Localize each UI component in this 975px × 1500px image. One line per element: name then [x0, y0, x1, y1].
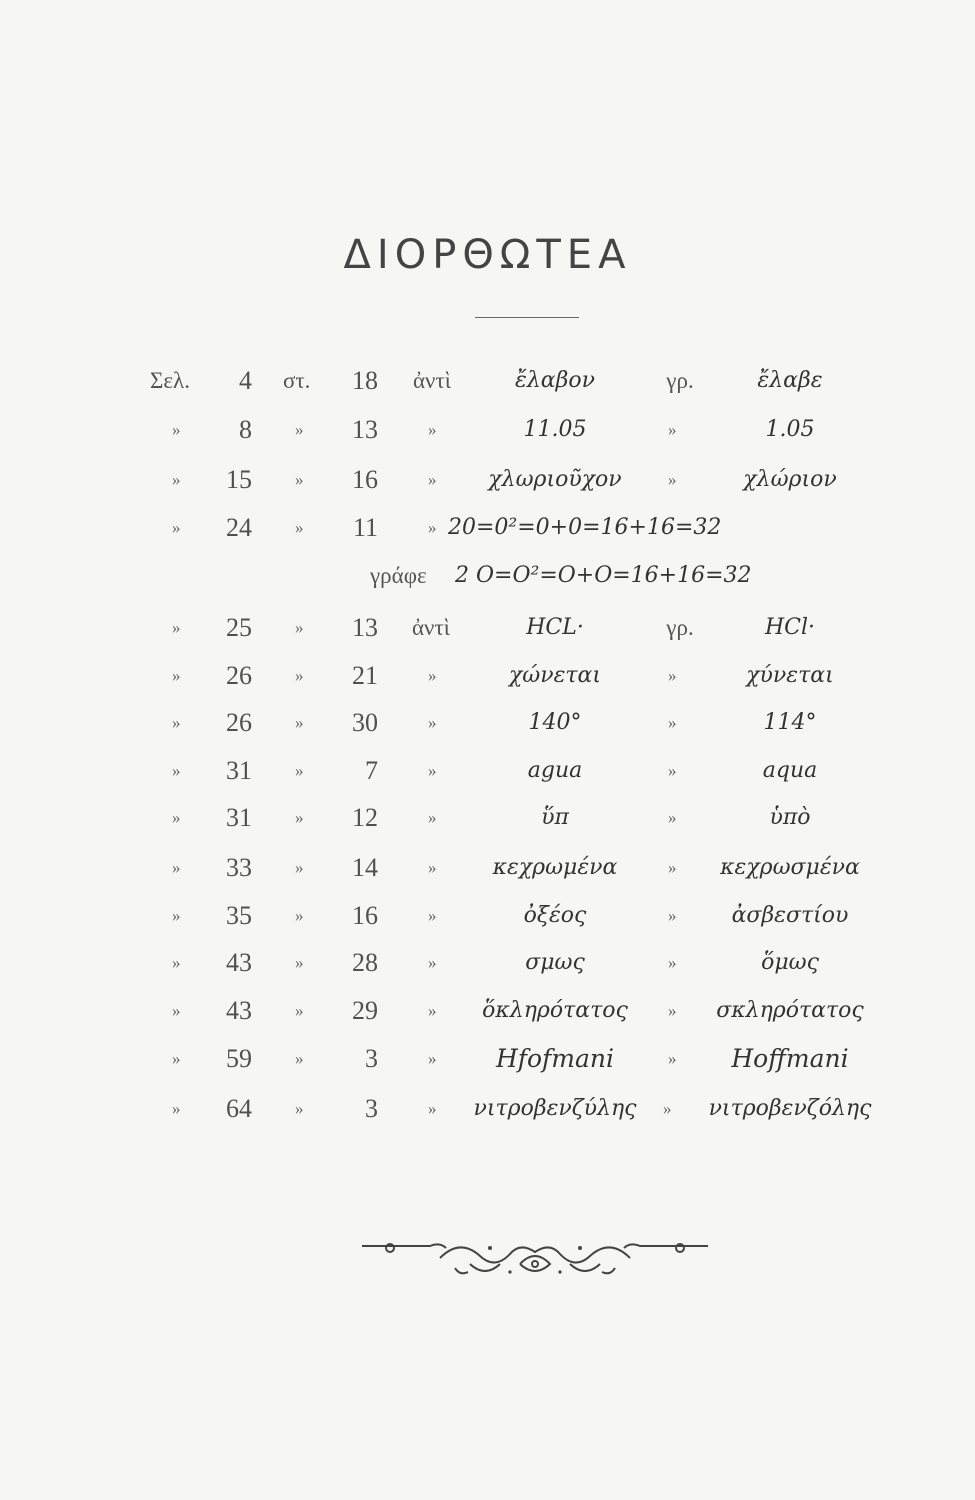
- wrong-text: ἔλαβον: [515, 368, 595, 393]
- ditto-mark: »: [172, 420, 181, 439]
- ditto-mark: »: [428, 1049, 437, 1068]
- decorative-flourish-icon: [360, 1228, 710, 1288]
- line-number: 3: [365, 1094, 378, 1123]
- errata-row: [0, 407, 975, 453]
- ditto-mark: »: [295, 858, 304, 877]
- instead-label: ἀντὶ: [412, 615, 450, 640]
- errata-row: [0, 845, 975, 891]
- ditto-mark: »: [295, 713, 304, 732]
- ditto-mark: »: [295, 953, 304, 972]
- correct-text: aqua: [762, 758, 818, 783]
- wrong-text: ὅκληρότατος: [482, 998, 628, 1023]
- page-number: 15: [226, 465, 252, 494]
- ditto-mark: »: [295, 618, 304, 637]
- ditto-mark: »: [295, 1001, 304, 1020]
- wrong-text: χλωριοῦχον: [488, 467, 622, 492]
- errata-row: [0, 988, 975, 1034]
- errata-row: [0, 700, 975, 746]
- page-number: 64: [226, 1094, 252, 1123]
- page-number: 24: [226, 513, 252, 542]
- ditto-mark: »: [668, 713, 677, 732]
- ditto-mark: »: [172, 666, 181, 685]
- ditto-mark: »: [295, 470, 304, 489]
- ditto-mark: »: [428, 518, 437, 537]
- correct-text: ὑπὸ: [769, 805, 811, 830]
- ditto-mark: »: [295, 518, 304, 537]
- read-label: γρ.: [666, 368, 694, 393]
- page-label: Σελ.: [150, 368, 190, 393]
- correct-text: σκληρότατος: [716, 998, 864, 1023]
- ditto-mark: »: [668, 1049, 677, 1068]
- ditto-mark: »: [668, 666, 677, 685]
- wrong-text: σμως: [525, 950, 585, 975]
- write-label: γράφε: [370, 563, 427, 588]
- ditto-mark: »: [428, 808, 437, 827]
- errata-row: [0, 653, 975, 699]
- page-number: 33: [226, 853, 252, 882]
- line-number: 16: [352, 901, 378, 930]
- ditto-mark: »: [428, 420, 437, 439]
- ditto-mark: »: [428, 953, 437, 972]
- errata-row: [0, 457, 975, 503]
- ditto-mark: »: [428, 666, 437, 685]
- ditto-mark: »: [172, 1049, 181, 1068]
- correct-text: ἀσβεστίου: [731, 903, 849, 928]
- page-number: 8: [239, 415, 252, 444]
- ditto-mark: »: [663, 1099, 672, 1118]
- correct-equation: 2 O=O²=O+O=16+16=32: [455, 563, 752, 588]
- line-number: 16: [352, 465, 378, 494]
- instead-label: ἀντὶ: [413, 368, 451, 393]
- line-number: 13: [352, 613, 378, 642]
- wrong-text: agua: [527, 758, 583, 783]
- correct-text: νιτροβενζόλης: [708, 1096, 872, 1121]
- ditto-mark: »: [172, 858, 181, 877]
- errata-header-row: [0, 358, 975, 404]
- page-number: 43: [226, 948, 252, 977]
- ditto-mark: »: [172, 618, 181, 637]
- ditto-mark: »: [428, 858, 437, 877]
- ditto-mark: »: [172, 470, 181, 489]
- errata-row: [0, 940, 975, 986]
- line-number: 30: [352, 708, 378, 737]
- line-number: 3: [365, 1044, 378, 1073]
- page-number: 4: [239, 366, 252, 395]
- page-number: 35: [226, 901, 252, 930]
- ditto-mark: »: [295, 761, 304, 780]
- ditto-mark: »: [295, 1099, 304, 1118]
- ditto-mark: »: [668, 858, 677, 877]
- page-title: ΔΙΟΡΘΩΤΕΑ: [343, 232, 632, 278]
- ditto-mark: »: [172, 1099, 181, 1118]
- ditto-mark: »: [295, 1049, 304, 1068]
- errata-row: [0, 748, 975, 794]
- line-number: 29: [352, 996, 378, 1025]
- correct-text: HCl·: [764, 615, 816, 640]
- line-number: 13: [352, 415, 378, 444]
- wrong-text: νιτροβενζύλης: [473, 1096, 637, 1121]
- line-number: 28: [352, 948, 378, 977]
- errata-row: [0, 505, 975, 551]
- wrong-text: 11.05: [523, 417, 587, 442]
- line-number: 14: [352, 853, 378, 882]
- ditto-mark: »: [172, 808, 181, 827]
- ditto-mark: »: [668, 953, 677, 972]
- ditto-mark: »: [428, 1099, 437, 1118]
- ditto-mark: »: [295, 666, 304, 685]
- line-number: 11: [352, 513, 378, 542]
- page-number: 43: [226, 996, 252, 1025]
- wrong-text: 140°: [528, 710, 582, 735]
- correct-text: χύνεται: [746, 663, 834, 688]
- line-number: 21: [352, 661, 378, 690]
- ditto-mark: »: [172, 1001, 181, 1020]
- page-number: 26: [226, 708, 252, 737]
- ditto-mark: »: [668, 420, 677, 439]
- read-label: γρ.: [666, 615, 694, 640]
- line-label: στ.: [283, 368, 311, 393]
- wrong-text: χώνεται: [508, 663, 602, 688]
- errata-row: [0, 1086, 975, 1132]
- correct-text: ἔλαβε: [757, 368, 823, 393]
- wrong-equation: 20=0²=0+0=16+16=32: [448, 515, 722, 540]
- ditto-mark: »: [428, 1001, 437, 1020]
- line-number: 7: [365, 756, 378, 785]
- errata-row: [0, 605, 975, 651]
- ditto-mark: »: [172, 713, 181, 732]
- wrong-text: HCL·: [526, 615, 584, 640]
- ditto-mark: »: [172, 761, 181, 780]
- errata-row: [0, 1036, 975, 1082]
- correct-text: 1.05: [765, 417, 815, 442]
- ditto-mark: »: [295, 420, 304, 439]
- ditto-mark: »: [668, 906, 677, 925]
- page-number: 31: [226, 756, 252, 785]
- ditto-mark: »: [668, 761, 677, 780]
- page-number: 26: [226, 661, 252, 690]
- ditto-mark: »: [668, 1001, 677, 1020]
- errata-row: [0, 795, 975, 841]
- wrong-text: κεχρωμένα: [492, 855, 618, 880]
- wrong-text: ὕπ: [541, 805, 569, 830]
- ditto-mark: »: [172, 906, 181, 925]
- correct-text: κεχρωσμένα: [720, 855, 860, 880]
- line-number: 12: [352, 803, 378, 832]
- ditto-mark: »: [172, 953, 181, 972]
- page-number: 31: [226, 803, 252, 832]
- correct-text: 114°: [763, 710, 817, 735]
- ditto-mark: »: [428, 906, 437, 925]
- correct-text: χλώριον: [743, 467, 837, 492]
- wrong-text: Hfofmani: [495, 1044, 615, 1073]
- page-number: 25: [226, 613, 252, 642]
- correct-text: Hoffmani: [731, 1044, 849, 1073]
- ditto-mark: »: [295, 808, 304, 827]
- ditto-mark: »: [428, 761, 437, 780]
- line-number: 18: [352, 366, 378, 395]
- ditto-mark: »: [668, 470, 677, 489]
- ditto-mark: »: [172, 518, 181, 537]
- errata-row: [0, 893, 975, 939]
- ditto-mark: »: [668, 808, 677, 827]
- correct-text: ὅμως: [761, 950, 819, 975]
- ditto-mark: »: [295, 906, 304, 925]
- page-number: 59: [226, 1044, 252, 1073]
- ditto-mark: »: [428, 713, 437, 732]
- ditto-mark: »: [428, 470, 437, 489]
- wrong-text: ὀξέος: [523, 903, 587, 928]
- errata-row: [0, 553, 975, 599]
